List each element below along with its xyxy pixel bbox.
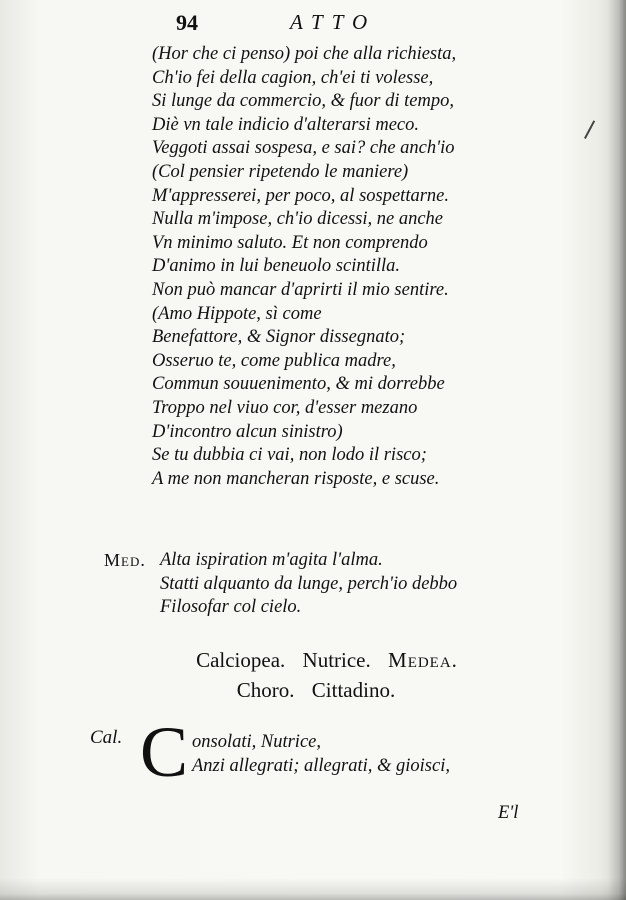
page-bottom-shadow: [0, 878, 626, 900]
cast-name: Cittadino.: [311, 678, 396, 702]
running-head: ATTO: [290, 10, 377, 34]
cast-name: Choro.: [236, 678, 295, 702]
drop-cap: C: [140, 712, 189, 792]
cast-name: Nutrice.: [302, 648, 371, 672]
verse-line: D'animo in lui beneuolo scintilla.: [152, 256, 401, 277]
verse-line: Alta ispiration m'agita l'alma.: [160, 550, 383, 570]
verse-line: onsolati, Nutrice,: [192, 732, 321, 752]
verse-line: (Col pensier ripetendo le maniere): [152, 161, 409, 182]
verse-line: Anzi allegrati; allegrati, & gioisci,: [192, 755, 450, 776]
verse-line: Si lunge da commercio, & fuor di tempo,: [152, 91, 454, 112]
verse-line: Ch'io fei della cagion, ch'ei ti volesse,: [152, 67, 434, 88]
calciopea-speech: [192, 732, 450, 779]
verse-line: Vn minimo saluto. Et non comprendo: [152, 232, 428, 253]
verse-line: A me non mancheran risposte, e scuse.: [152, 468, 440, 489]
speaker-label-medea: Med.: [104, 550, 146, 570]
verse-line: Non può mancar d'aprirti il mio sentire.: [152, 279, 449, 300]
verse-line: Osseruo te, come publica madre,: [152, 350, 396, 371]
speaker-label-calciopea: Cal.: [90, 727, 123, 748]
cast-line: [0, 648, 626, 678]
verse-line: Statti alquanto da lunge, perch'io debbo: [160, 573, 458, 594]
cast-name: Medea.: [388, 648, 458, 672]
margin-mark: [584, 120, 604, 143]
catchword: E'l: [498, 803, 519, 823]
verse-line: (Hor che ci penso) poi che alla richiesta,: [152, 44, 457, 64]
cast-name: Calciopea.: [196, 648, 286, 672]
verse-line: M'appresserei, per poco, al sospettarne.: [152, 185, 450, 206]
cast-line: [0, 678, 626, 708]
page-edge-shadow: [608, 0, 626, 900]
verse-line: Se tu dubbia ci vai, non lodo il risco;: [152, 445, 427, 466]
verse-line: Veggoti assai sospesa, e sai? che anch'io: [152, 138, 455, 159]
verse-line: Commun souuenimento, & mi dorrebbe: [152, 374, 445, 395]
verse-line: D'incontro alcun sinistro): [152, 421, 343, 442]
medea-speech: [160, 550, 457, 621]
page-number: 94: [176, 10, 198, 35]
scene-cast-list: [0, 648, 626, 708]
verse-line: Troppo nel viuo cor, d'esser mezano: [152, 397, 418, 418]
verse-block: [152, 44, 572, 492]
verse-line: Diè vn tale indicio d'alterarsi meco.: [152, 114, 420, 135]
verse-line: Filosofar col cielo.: [160, 597, 302, 618]
verse-line: (Amo Hippote, sì come: [152, 303, 322, 324]
verse-line: Benefattore, & Signor dissegnato;: [152, 327, 406, 348]
verse-line: Nulla m'impose, ch'io dicessi, ne anche: [152, 209, 444, 230]
